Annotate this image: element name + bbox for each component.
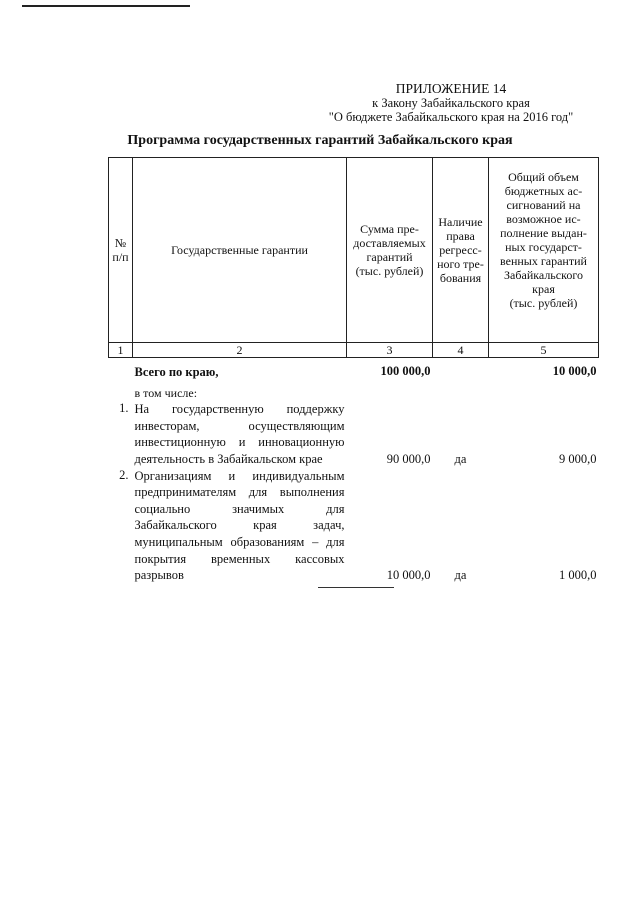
column-numbers-row [109,343,599,358]
total-row [109,358,599,381]
including-row [109,381,599,402]
col-number-1: 1 [109,343,133,358]
appendix-budget-reference: "О бюджете Забайкальского края на 2016 год" [328,110,574,124]
bottom-rule [318,587,394,588]
table-header-row [109,158,599,343]
col-header-guarantees: Государственные гарантии [133,158,347,343]
row-regress: да [454,568,467,583]
col-number-2: 2 [133,343,347,358]
total-allocations: 10 000,0 [552,364,597,378]
row-regress: да [454,451,467,466]
col-number-3: 3 [347,343,433,358]
row-allocations: 1 000,0 [559,568,597,583]
row-number: 1. [119,401,129,416]
col-header-allocations: Общий объем бюджетных ас- сигнований на возможное ис- полнение выдан- ных государст- венных гарантий Забайкальского края (тыс. рублей) [489,158,599,343]
col-header-amount: Сумма пре- доставляемых гарантий (тыс. рублей) [347,158,433,343]
row-guarantee-name: На государственную поддержку инвесторам, осуществляющим инвестиционную и инновационную деятельность в Забайкальском крае [134,402,345,466]
total-amount: 100 000,0 [380,364,431,378]
col-number-5: 5 [489,343,599,358]
page-title: Программа государственных гарантий Забайкальского края [127,133,513,148]
row-amount: 90 000,0 [386,451,431,466]
table-row [109,401,599,467]
table-row [109,468,599,584]
col-number-4: 4 [433,343,489,358]
top-rule [22,5,190,7]
row-allocations: 9 000,0 [559,451,597,466]
appendix-header [300,82,602,124]
total-label: Всего по краю, [134,365,219,379]
col-header-regress: Наличие права регресс- ного тре- бования [433,158,489,343]
appendix-number: ПРИЛОЖЕНИЕ 14 [395,81,507,96]
appendix-law-reference: к Закону Забайкальского края [372,96,530,110]
row-number: 2. [119,467,129,482]
col-header-number: № п/п [109,158,133,343]
guarantees-table [108,157,599,584]
row-amount: 10 000,0 [386,568,431,583]
including-label: в том числе: [134,385,198,400]
row-guarantee-name: Организациям и индивидуальным предпринимателям для выполнения социально значимых для Забайкальского края задач, муниципальным образованиям – для покрытия временных кассовых разрывов [134,468,345,583]
